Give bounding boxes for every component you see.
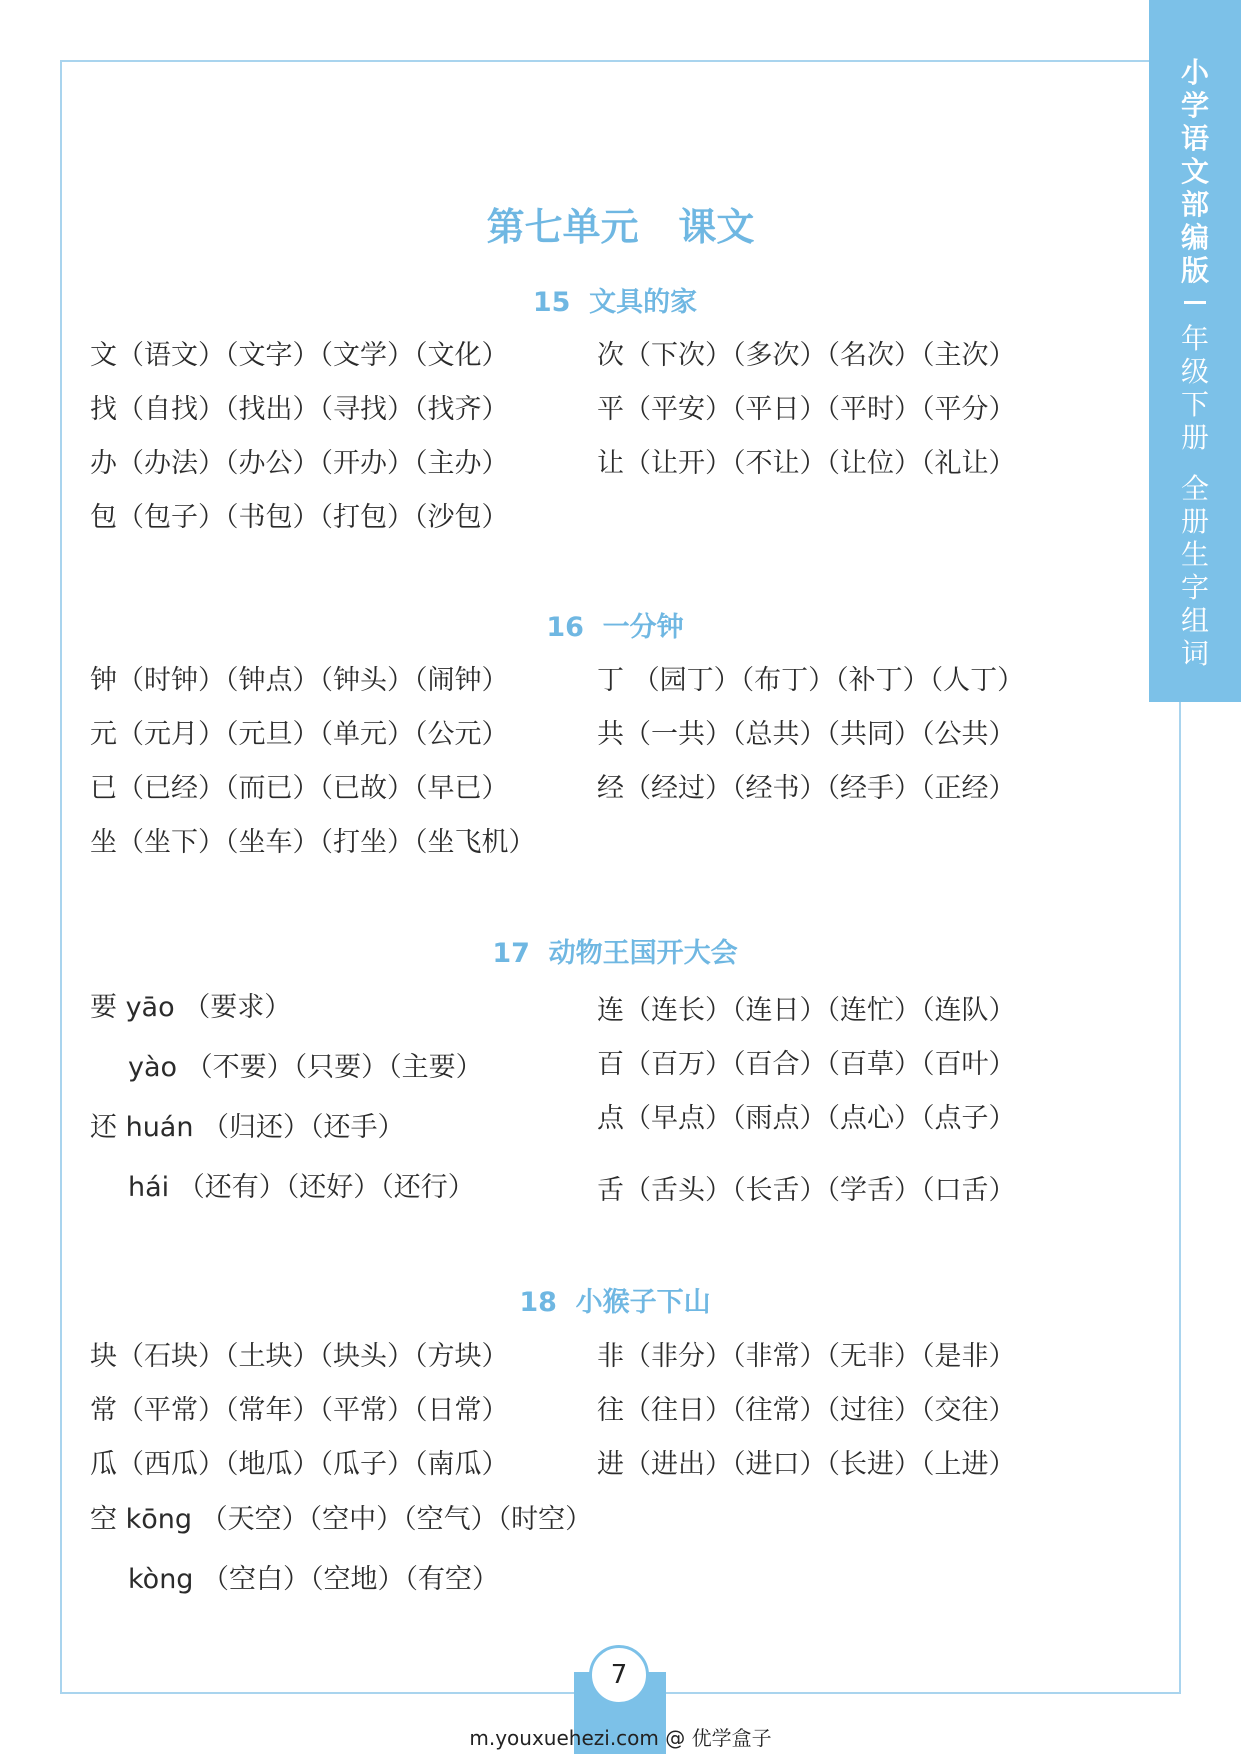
word-row: 空 kōng （天空）（空中）（空气）（时空） [90,1504,593,1535]
sidebar-char: 部 [1180,188,1209,221]
sidebar-char: 版 [1180,254,1209,287]
word-row: kòng （空白）（空地）（有空） [128,1564,500,1595]
sidebar-char: 生 [1180,538,1209,571]
page-number: 7 [589,1645,649,1705]
sidebar-char: 年 [1180,322,1209,355]
word-row: 让（让开）（不让）（让位）（礼让） [597,448,1016,479]
word-row: 找（自找）（找出）（寻找）（找齐） [90,394,509,425]
word-row: 已（已经）（而已）（已故）（早已） [90,773,509,804]
sidebar-char: 册 [1180,421,1209,454]
sidebar-char: 组 [1180,604,1209,637]
sidebar-char: 语 [1180,122,1209,155]
word-row: 丁 （园丁）（布丁）（补丁）（人丁） [597,665,1025,696]
word-row: 舌（舌头）（长舌）（学舌）（口舌） [597,1175,1016,1206]
word-row: 百（百万）（百合）（百草）（百叶） [597,1049,1016,1080]
sidebar-char: 文 [1180,155,1209,188]
word-row: 要 yāo （要求） [90,992,292,1023]
lesson-title: 18 小猴子下山 [519,1287,711,1318]
sidebar-char: 编 [1180,221,1209,254]
word-row: 共（一共）（总共）（共同）（公共） [597,719,1016,750]
sidebar-char: 学 [1180,89,1209,122]
word-row: 往（往日）（往常）（过往）（交往） [597,1395,1016,1426]
sidebar-char: 词 [1180,637,1209,670]
word-row: 经（经过）（经书）（经手）（正经） [597,773,1016,804]
word-row: 常（平常）（常年）（平常）（日常） [90,1395,509,1426]
word-row: 平（平安）（平日）（平时）（平分） [597,394,1016,425]
lesson-title: 16 一分钟 [546,612,684,643]
sidebar-char: 小 [1180,56,1209,89]
word-row: 办（办法）（办公）（开办）（主办） [90,448,509,479]
word-row: hái （还有）（还好）（还行） [128,1172,475,1203]
sidebar-char: 级 [1180,355,1209,388]
lesson-title: 17 动物王国开大会 [492,938,738,969]
word-row: 瓜（西瓜）（地瓜）（瓜子）（南瓜） [90,1449,509,1480]
sidebar-char: 册 [1180,505,1209,538]
word-row: 还 huán （归还）（还手） [90,1112,405,1143]
word-row: 元（元月）（元旦）（单元）（公元） [90,719,509,750]
word-row: 块（石块）（土块）（块头）（方块） [90,1341,509,1372]
word-row: 点（早点）（雨点）（点心）（点子） [597,1103,1016,1134]
sidebar-char: 字 [1180,571,1209,604]
word-row: 包（包子）（书包）（打包）（沙包） [90,502,509,533]
footer-watermark: m.youxuehezi.com @ 优学盒子 [469,1726,772,1750]
lesson-title: 15 文具的家 [532,287,698,318]
word-row: 钟（时钟）（钟点）（钟头）（闹钟） [90,665,509,696]
sidebar-label [1149,56,1241,670]
word-row: 连（连长）（连日）（连忙）（连队） [597,995,1016,1026]
word-row: 次（下次）（多次）（名次）（主次） [597,340,1016,371]
sidebar-char: 下 [1180,388,1209,421]
word-row: 非（非分）（非常）（无非）（是非） [597,1341,1016,1372]
word-row: yào （不要）（只要）（主要） [128,1052,483,1083]
sidebar-char: 全 [1180,472,1209,505]
word-row: 文（语文）（文字）（文学）（文化） [90,340,509,371]
word-row: 进（进出）（进口）（长进）（上进） [597,1449,1016,1480]
word-row: 坐（坐下）（坐车）（打坐）（坐飞机） [90,827,536,858]
page-title: 第七单元 课文 [486,205,755,249]
